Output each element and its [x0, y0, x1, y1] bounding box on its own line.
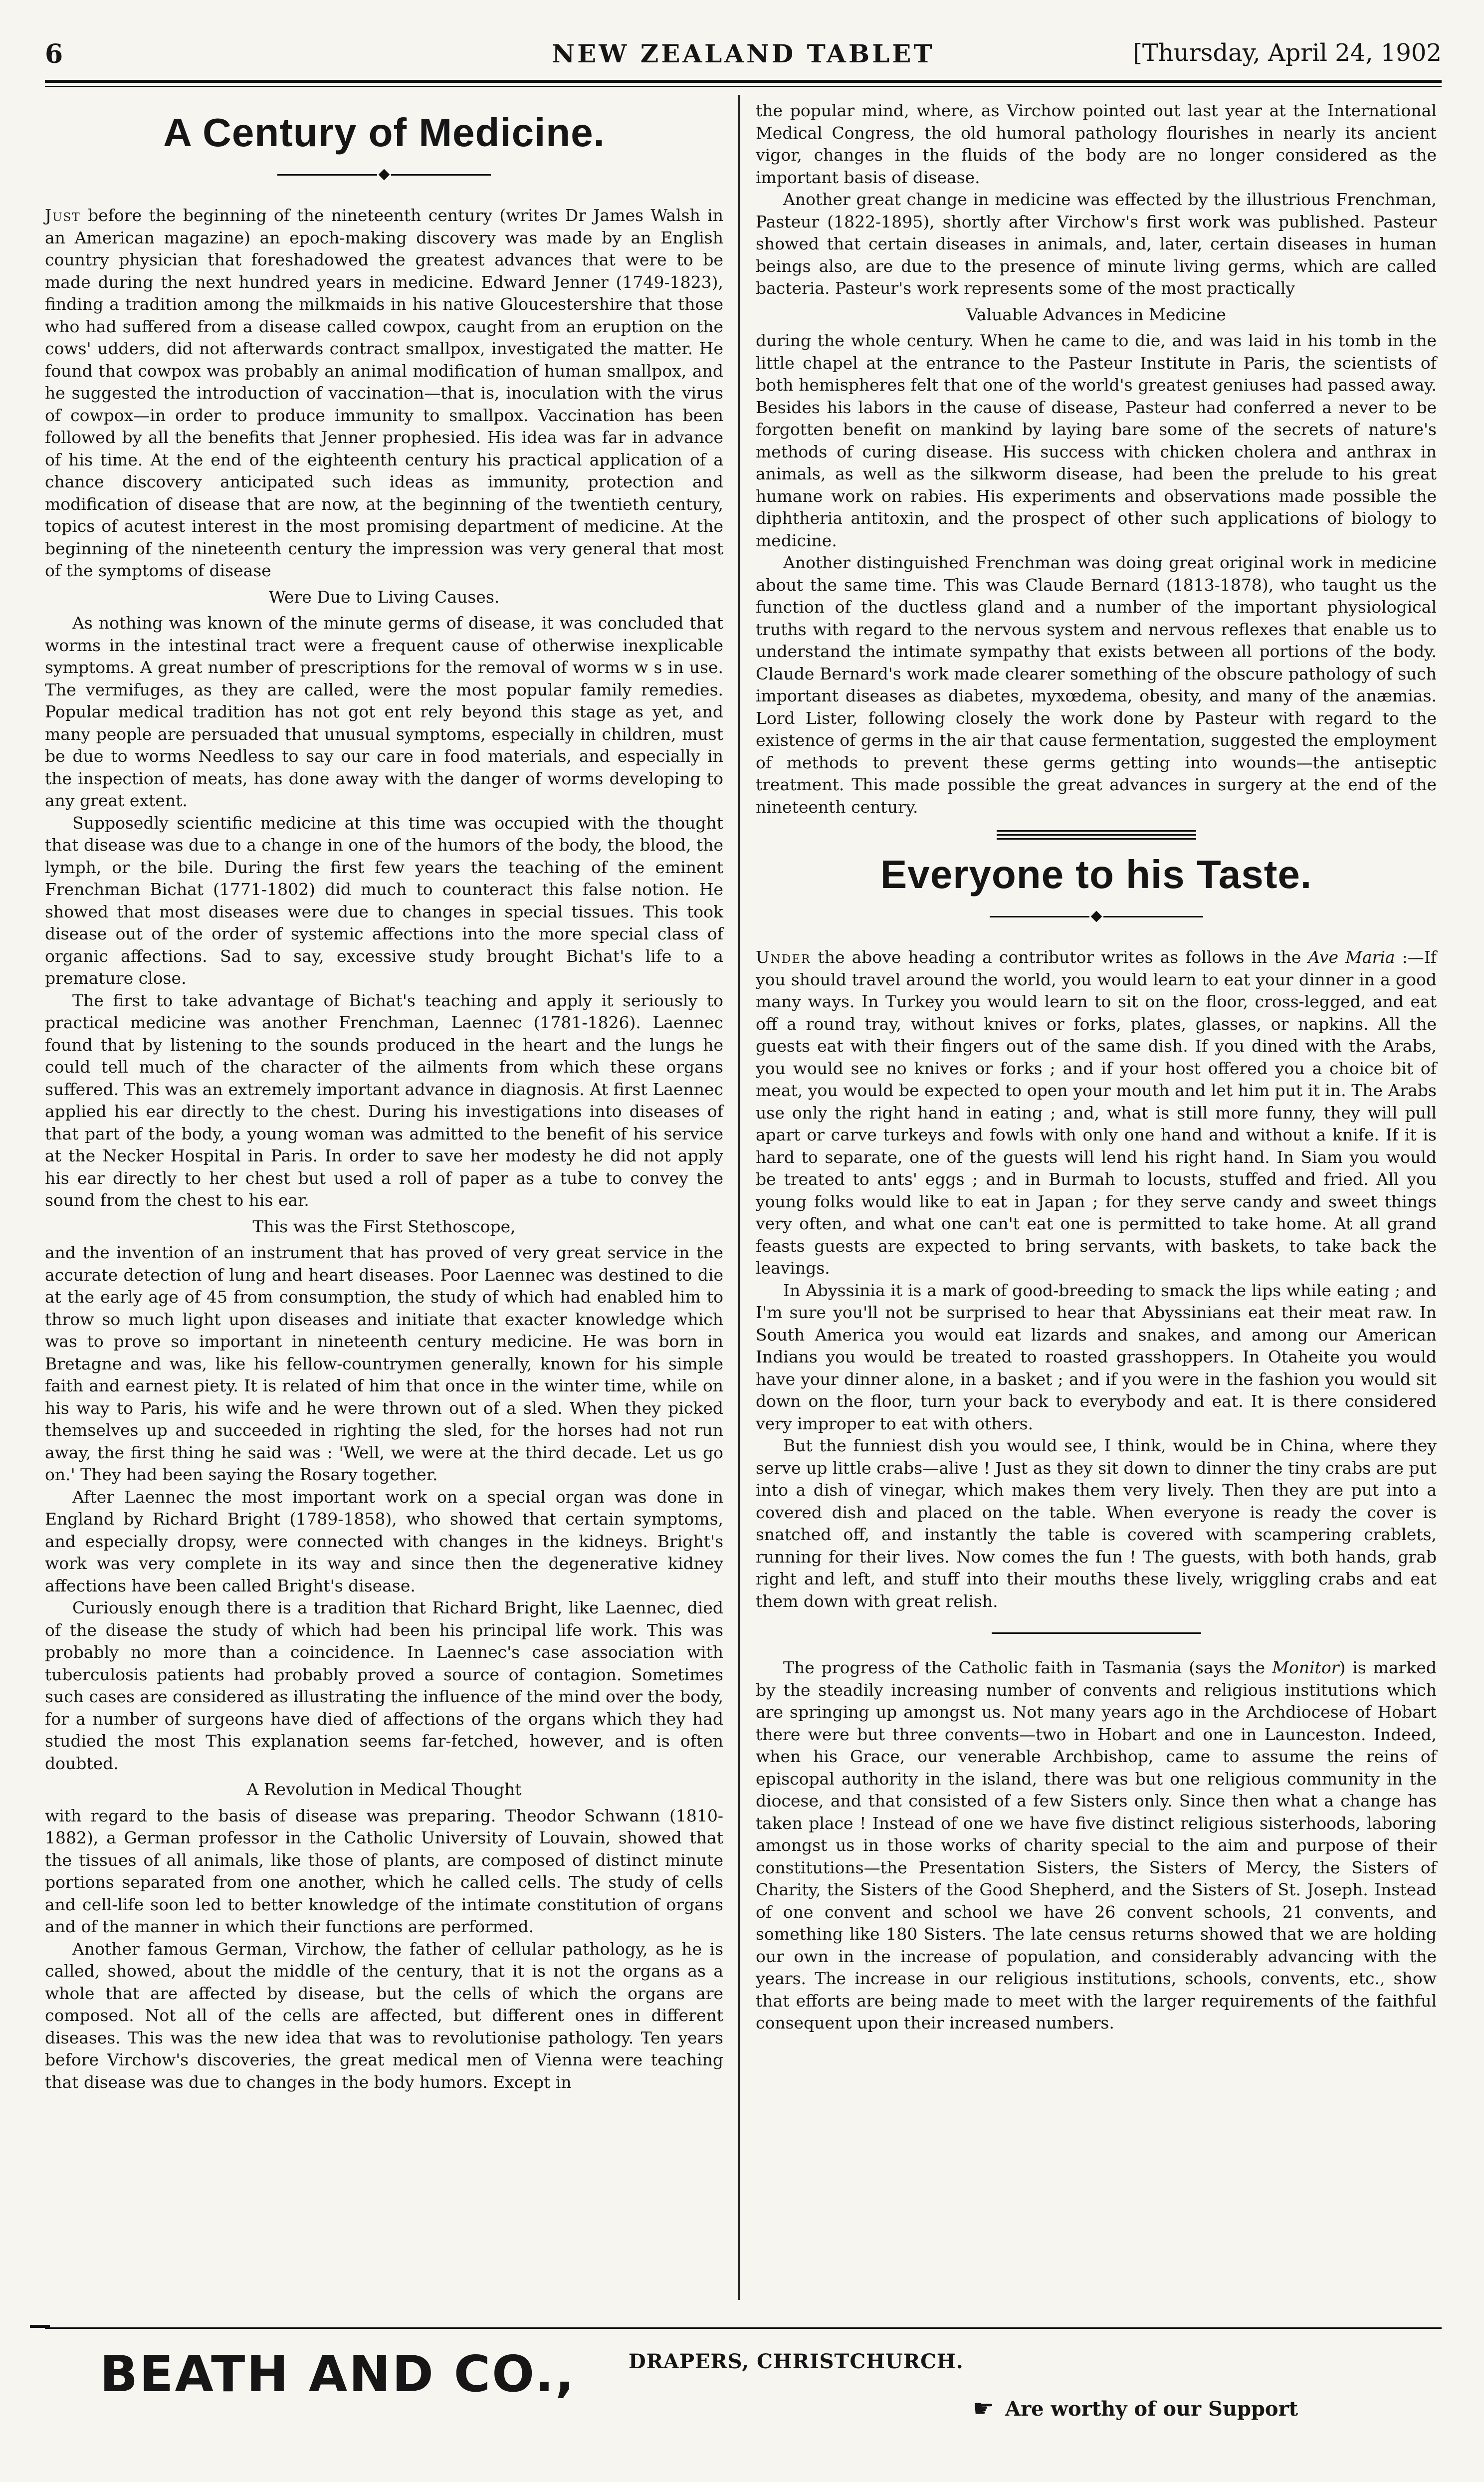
article-paragraph: Another great change in medicine was effected by the illustrious Frenchman, Pasteur (1822-1895), shortly after Virchow's first work was published. Pasteur showed that certain diseases in animals, and, later, certain diseases in human beings also, are due to the presence of minute living germs, which are called bacteria. Pasteur's work represents some of the most practically — [756, 190, 1437, 298]
article-paragraph: Another distinguished Frenchman was doing great original work in medicine about the same time. This was Claude Bernard (1813-1878), who taught us the function of the ductless gland and a number of the important physiological truths with regard to the nervous system and nervous reflexes that enable us to understand the intimate sympathy that exists between all portions of the body. Claude Bernard's work made clearer something of the obscure pathology of such important diseases as diabetes, myxœdema, obesity, and many of the anæmias. Lord Lister, following closely the work done by Pasteur with regard to the existence of germs in the air that cause fermentation, suggested the employment of methods to prevent these germs getting into wounds—the antiseptic treatment. This made possible the great advances in surgery at the end of the nineteenth century. — [756, 553, 1437, 817]
paragraph-text: :—If you should travel around the world, you would learn to eat your dinner in a good many ways. In Turkey you would learn to sit on the floor, cross-legged, and eat off a round tray, without knives or forks, plates, glasses, or napkins. All the guests eat with their fingers out of the same dish. If you dined with the Arabs, you would see no knives or forks ; and if your host offered you a choice bit of meat, you would be expected to open your mouth and let him put it in. The Arabs use only the right hand in eating ; and, what is still more funny, they will pull apart or carve turkeys and fowls with only one hand and without a knife. If it is hard to separate, one of the guests will lend his right hand. In Siam you would be treated to ants' eggs ; and in Burmah to locusts, stuffed and fried. All you young folks would like to eat in Japan ; for they serve candy and sweet things very often, and what one can't eat one is permitted to take home. At all grand feasts guests are expected to bring servants, with baskets, to take back the leavings. — [756, 947, 1437, 1278]
article-title: A Century of Medicine. — [163, 110, 605, 155]
page-number: 6 — [45, 39, 63, 69]
drop-lead: Just — [45, 206, 81, 225]
article-paragraph — [756, 946, 1437, 1280]
article-paragraph — [756, 1657, 1437, 2034]
pointing-hand-icon: ☛ — [973, 2395, 995, 2423]
advert-company: BEATH AND CO., — [100, 2345, 576, 2403]
article-paragraph: As nothing was known of the minute germs of disease, it was concluded that worms in the intestinal tract were a frequent cause of otherwise inexplicable symptoms. A great number of prescriptions for the removal of worms w s in use. The vermifuges, as they are called, were the most popular family remedies. Popular medical tradition has not got ent rely beyond this stage as yet, and many people are persuaded that unusual symptoms, especially in children, must be due to worms Needless to say our care in food materials, and especially in the inspection of meats, has done away with the danger of worms developing to any great extent. — [45, 613, 723, 810]
article-paragraph: In Abyssinia it is a mark of good-breeding to smack the lips while eating ; and I'm sure you'll not be surprised to hear that Abyssinians eat their meat raw. In South America you would eat lizards and snakes, and among our American Indians you would be treated to roasted grasshoppers. In Otaheite you would have your dinner alone, in a basket ; and if you were in the fashion you would sit down on the floor, turn your back to everybody and eat. It is there considered very improper to eat with others. — [756, 1280, 1437, 1433]
subheading: Valuable Advances in Medicine — [966, 304, 1226, 324]
article-paragraph: But the funniest dish you would see, I think, would be in China, where they serve up little crabs—alive ! Just as they sit down to dinner the tiny crabs are put into a dish of vinegar, which makes them very lively. Then they are put into a covered dish and placed on the table. When everyone is ready the cover is snatched off, and instantly the table is covered with scampering crablets, running for their lives. Now comes the fun ! The guests, with both hands, grab right and left, and stuff into their mouths these lively, wriggling crabs and eat them down with great relish. — [756, 1436, 1437, 1611]
article-paragraph — [45, 205, 723, 582]
title-ornament — [756, 906, 1437, 926]
article-paragraph: with regard to the basis of disease was preparing. Theodor Schwann (1810-1882), a German professor in the Catholic University of Louvain, showed that the tissues of all animals, like those of plants, are composed of distinct minute portions separated from one another, which he called cells. The study of cells and cell-life soon led to better knowledge of the intimate constitution of organs and of the manner in which their functions are performed. — [45, 1805, 723, 1936]
article-paragraph: and the invention of an instrument that has proved of very great service in the accurate detection of lung and heart diseases. Poor Laennec was destined to die at the early age of 45 from consumption, the study of which had enabled him to throw so much light upon diseases and initiate that exacter knowledge which was to prove so important in nineteenth century medicine. He was born in Bretagne and was, like his fellow-countrymen generally, known for his simple faith and earnest piety. It is related of him that once in the winter time, while on his way to Paris, his wife and he were thrown out of a sled. When they picked themselves up and succeeded in righting the sled, for the horses had not run away, the first thing he said was : 'Well, we were at the third decade. Let us go on.' They had been saying the Rosary together. — [45, 1243, 723, 1484]
source-name: Ave Maria — [1308, 947, 1395, 967]
source-name: Monitor — [1272, 1658, 1339, 1677]
diamond-icon — [1090, 911, 1102, 922]
article-paragraph: Curiously enough there is a tradition that Richard Bright, like Laennec, died of the disease the study of which had been his principal life work. This was probably no more than a coincidence. In Laennec's case association with tuberculosis patients had probably proved a source of contagion. Sometimes such cases are considered as illustrating the influence of the mind over the body, for a number of surgeons have died of affections of the organs which they had studied the most This explanation seems far-fetched, however, and is often doubted. — [45, 1598, 723, 1773]
diamond-icon — [379, 169, 390, 181]
article-paragraph: Another famous German, Virchow, the father of cellular pathology, as he is called, showed, about the middle of the century, that it is not the organs as a whole that are affected by disease, but the cells of which the organs are composed. Not all of the cells are affected, but different ones in different diseases. This was the new idea that was to revolutionise pathology. Ten years before Virchow's discoveries, the great medical men of Vienna were teaching that disease was due to changes in the body humors. Except in — [45, 1939, 723, 2092]
paragraph-text: ) is marked by the steadily increasing number of convents and religious institutions which are springing up amongst us. Not many years ago in the Archdiocese of Hobart there were but three convents—two in Hobart and one in Launceston. Indeed, when his Grace, our venerable Archbishop, came to assume the reins of episcopal authority in the island, there was but one religious community in the diocese, and that consisted of a few Sisters only. Since then what a change has taken place ! Instead of one we have five distinct religious sisterhoods, laboring amongst us in those works of charity special to the aim and purpose of their constitutions—the Presentation Sisters, the Sisters of Mercy, the Sisters of Charity, the Sisters of the Good Shepherd, and the Sisters of St. Joseph. Instead of one convent and school we have 26 convent schools, 21 convents, and something like 180 Sisters. The late census returns showed that we are holding our own in the increase of population, and considerably advancing with the years. The increase in our religious institutions, schools, convents, etc., show that efforts are being made to meet with the larger requirements of the faithful consequent upon their increased numbers. — [756, 1658, 1437, 2032]
article-separator — [992, 1632, 1201, 1634]
advert-trade: DRAPERS, CHRISTCHURCH. — [629, 2350, 964, 2373]
right-column — [756, 100, 1437, 2034]
article-paragraph: The first to take advantage of Bichat's teaching and apply it seriously to practical medicine was another Frenchman, Laennec (1781-1826). Laennec found that by listening to the sounds produced in the heart and the lungs he could tell much of the character of the ailments from which these organs suffered. This was an extremely important advance in diagnosis. At first Laennec applied his ear directly to the chest. During his investigations into diseases of that part of the body, a young woman was admitted to the benefit of his service at the Necker Hospital in Paris. In order to save her modesty he did not apply his ear directly to her chest but used a roll of paper as a tube to convey the sound from the chest to his ear. — [45, 990, 723, 1210]
header-rule-thick — [45, 80, 1442, 83]
paragraph-text: the above heading a contributor writes as follows in the — [818, 947, 1301, 967]
column-divider — [738, 95, 740, 2300]
article-title: Everyone to his Taste. — [880, 852, 1312, 897]
paragraph-text: The progress of the Catholic faith in Tasmania (says the — [783, 1658, 1266, 1677]
article-paragraph: during the whole century. When he came to die, and was laid in his tomb in the little chapel at the entrance to the Pasteur Institute in Paris, the scientists of both hemispheres felt that one of the world's greatest geniuses had passed away. Besides his labors in the cause of disease, Pasteur had conferred a never to be forgotten benefit on mankind by laying bare some of the secrets of nature's methods of curing disease. His success with chicken cholera and anthrax in animals, as well as the silkworm disease, had been the prelude to his great humane work on rabies. His experiments and observations made possible the diphtheria antitoxin, and the prospect of other such applications of biology to medicine. — [756, 331, 1437, 550]
article-paragraph: the popular mind, where, as Virchow pointed out last year at the International Medical Congress, the old humoral pathology flourishes in nearly its ancient vigor, changes in the fluids of the body are no longer considered as the important basis of disease. — [756, 101, 1437, 187]
title-ornament — [45, 165, 723, 185]
header-rule-thin — [45, 86, 1442, 87]
article-paragraph: After Laennec the most important work on a special organ was done in England by Richard Bright (1789-1858), who showed that certain symptoms, and especially dropsy, were connected with changes in the kidneys. Bright's work was very complete in its way and since then the degenerative kidney affections have been called Bright's disease. — [45, 1487, 723, 1595]
subheading: A Revolution in Medical Thought — [246, 1780, 522, 1799]
article-separator — [997, 830, 1196, 840]
subheading: Were Due to Living Causes. — [268, 587, 500, 607]
paragraph-text: before the beginning of the nineteenth century (writes Dr James Walsh in an American magazine) an epoch-making discovery was made by an English country physician that foreshadowed the greatest advances that were to be made during the next hundred years in medicine. Edward Jenner (1749-1823), finding a tradition among the milkmaids in his native Gloucestershire that those who had suffered from a disease called cowpox, caught from an eruption on the cows' udders, did not afterwards contract smallpox, investigated the matter. He found that cowpox was probably an animal modification of human smallpox, and he suggested the introduction of vaccination—that is, inoculation with the virus of cowpox—in order to produce immunity to smallpox. Vaccination has been followed by all the benefits that Jenner prophesied. His idea was far in advance of his time. At the end of the eighteenth century his practical application of a chance discovery anticipated such ideas as immunity, protection and modification of disease that are now, at the beginning of the twentieth century, topics of acutest interest in the most promising department of medicine. At the beginning of the nineteenth century the impression was very general that most of the symptoms of disease — [45, 206, 723, 580]
left-column — [45, 100, 723, 2093]
masthead: NEW ZEALAND TABLET — [552, 39, 935, 68]
page-header — [45, 35, 1442, 82]
subheading: This was the First Stethoscope, — [252, 1216, 516, 1236]
advert-slogan-text: Are worthy of our Support — [1005, 2397, 1298, 2421]
article-paragraph: Supposedly scientific medicine at this time was occupied with the thought that disease was due to a change in one of the humors of the body, the blood, the lymph, or the bile. During the first few years the teaching of the eminent Frenchman Bichat (1771-1802) did much to counteract this false notion. He showed that most diseases were due to changes in special tissues. This took disease out of the order of systemic affections into the more special class of organic affections. Sad to say, excessive study brought Bichat's life to a premature close. — [45, 813, 724, 988]
footer-rule — [45, 2327, 1442, 2329]
advert-slogan — [973, 2395, 1298, 2423]
issue-date: [Thursday, April 24, 1902 — [1133, 39, 1442, 67]
drop-lead: Under — [756, 947, 811, 967]
